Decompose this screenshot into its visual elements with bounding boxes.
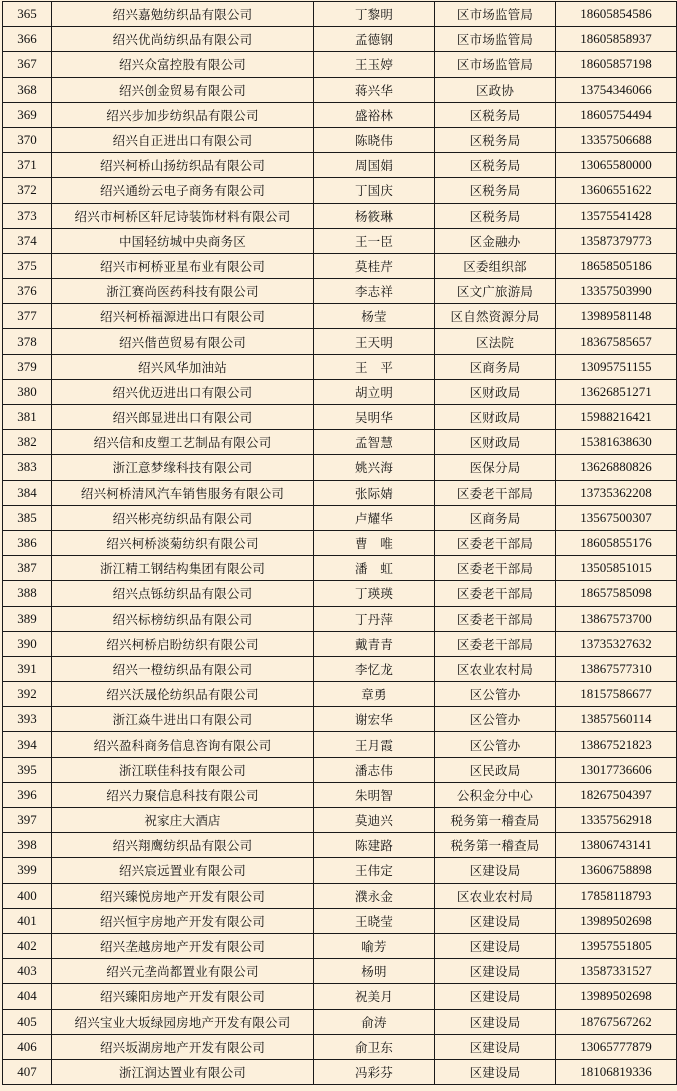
phone-number-cell: 13989502698	[556, 984, 677, 1009]
contact-person-cell: 俞卫东	[314, 1034, 435, 1059]
company-name-cell: 绍兴盈科商务信息咨询有限公司	[52, 732, 314, 757]
table-row	[3, 430, 677, 455]
row-number-cell: 389	[3, 606, 52, 631]
department-cell: 税务第一稽查局	[435, 833, 556, 858]
department-cell: 区商务局	[435, 354, 556, 379]
table-row	[3, 253, 677, 278]
row-number-cell: 365	[3, 2, 52, 27]
table-row	[3, 883, 677, 908]
contact-person-cell: 陈晓伟	[314, 127, 435, 152]
company-name-cell: 绍兴偕芭贸易有限公司	[52, 329, 314, 354]
phone-number-cell: 13017736606	[556, 757, 677, 782]
contact-person-cell: 曹 唯	[314, 530, 435, 555]
table-row	[3, 833, 677, 858]
phone-number-cell: 13626851271	[556, 379, 677, 404]
department-cell: 区建设局	[435, 908, 556, 933]
table-row	[3, 379, 677, 404]
department-cell: 区委组织部	[435, 253, 556, 278]
phone-number-cell: 18658505186	[556, 253, 677, 278]
row-number-cell: 368	[3, 77, 52, 102]
row-number-cell: 382	[3, 430, 52, 455]
company-name-cell: 浙江焱牛进出口有限公司	[52, 707, 314, 732]
contact-person-cell: 王玉婷	[314, 52, 435, 77]
table-row	[3, 581, 677, 606]
phone-number-cell: 13857560114	[556, 707, 677, 732]
phone-number-cell: 13357562918	[556, 808, 677, 833]
contact-person-cell: 卢耀华	[314, 505, 435, 530]
phone-number-cell: 18267504397	[556, 782, 677, 807]
phone-number-cell: 17858118793	[556, 883, 677, 908]
row-number-cell: 369	[3, 102, 52, 127]
row-number-cell: 403	[3, 959, 52, 984]
contact-person-cell: 杨明	[314, 959, 435, 984]
row-number-cell: 400	[3, 883, 52, 908]
department-cell: 区法院	[435, 329, 556, 354]
row-number-cell: 396	[3, 782, 52, 807]
contact-person-cell: 盛裕林	[314, 102, 435, 127]
department-cell: 区建设局	[435, 933, 556, 958]
row-number-cell: 397	[3, 808, 52, 833]
phone-number-cell: 13587331527	[556, 959, 677, 984]
company-name-cell: 绍兴元垄尚都置业有限公司	[52, 959, 314, 984]
company-name-cell: 绍兴创金贸易有限公司	[52, 77, 314, 102]
company-name-cell: 绍兴宝业大坂绿园房地产开发有限公司	[52, 1009, 314, 1034]
row-number-cell: 407	[3, 1059, 52, 1084]
company-name-cell: 绍兴垄越房地产开发有限公司	[52, 933, 314, 958]
company-name-cell: 绍兴市柯桥区轩尼诗装饰材料有限公司	[52, 203, 314, 228]
contact-person-cell: 丁丹萍	[314, 606, 435, 631]
table-row	[3, 329, 677, 354]
company-name-cell: 绍兴市柯桥亚星布业有限公司	[52, 253, 314, 278]
table-row	[3, 782, 677, 807]
row-number-cell: 385	[3, 505, 52, 530]
table-row	[3, 1009, 677, 1034]
phone-number-cell: 15381638630	[556, 430, 677, 455]
department-cell: 区公管办	[435, 732, 556, 757]
contact-person-cell: 王一臣	[314, 228, 435, 253]
table-row	[3, 480, 677, 505]
row-number-cell: 378	[3, 329, 52, 354]
department-cell: 区民政局	[435, 757, 556, 782]
table-row	[3, 707, 677, 732]
contact-person-cell: 潘志伟	[314, 757, 435, 782]
department-cell: 区公管办	[435, 682, 556, 707]
row-number-cell: 395	[3, 757, 52, 782]
phone-number-cell: 13606551622	[556, 178, 677, 203]
department-cell: 区税务局	[435, 203, 556, 228]
company-name-cell: 绍兴风华加油站	[52, 354, 314, 379]
contact-person-cell: 祝美月	[314, 984, 435, 1009]
contact-person-cell: 陈建路	[314, 833, 435, 858]
table-row	[3, 2, 677, 27]
department-cell: 区商务局	[435, 505, 556, 530]
table-row	[3, 153, 677, 178]
phone-number-cell: 13867521823	[556, 732, 677, 757]
contact-person-cell: 喻芳	[314, 933, 435, 958]
company-name-cell: 绍兴点铄纺织品有限公司	[52, 581, 314, 606]
phone-number-cell: 18157586677	[556, 682, 677, 707]
company-name-cell: 绍兴一橙纺织品有限公司	[52, 656, 314, 681]
phone-number-cell: 13587379773	[556, 228, 677, 253]
department-cell: 区财政局	[435, 405, 556, 430]
table-row	[3, 178, 677, 203]
contact-person-cell: 孟智慧	[314, 430, 435, 455]
department-cell: 区农业农村局	[435, 883, 556, 908]
table-row	[3, 530, 677, 555]
department-cell: 区市场监管局	[435, 2, 556, 27]
row-number-cell: 398	[3, 833, 52, 858]
contact-person-cell: 杨莹	[314, 304, 435, 329]
company-name-cell: 绍兴柯桥福源进出口有限公司	[52, 304, 314, 329]
contact-person-cell: 孟德钢	[314, 27, 435, 52]
phone-number-cell: 13095751155	[556, 354, 677, 379]
table-row	[3, 27, 677, 52]
company-name-cell: 中国轻纺城中央商务区	[52, 228, 314, 253]
row-number-cell: 380	[3, 379, 52, 404]
department-cell: 区建设局	[435, 1059, 556, 1084]
table-row	[3, 682, 677, 707]
row-number-cell: 379	[3, 354, 52, 379]
table-row	[3, 933, 677, 958]
table-row	[3, 102, 677, 127]
company-name-cell: 绍兴柯桥山扬纺织品有限公司	[52, 153, 314, 178]
company-name-cell: 绍兴优尚纺织品有限公司	[52, 27, 314, 52]
phone-number-cell: 18767567262	[556, 1009, 677, 1034]
phone-number-cell: 13735362208	[556, 480, 677, 505]
department-cell: 区建设局	[435, 858, 556, 883]
department-cell: 区财政局	[435, 430, 556, 455]
company-name-cell: 绍兴沃晟伦纺织品有限公司	[52, 682, 314, 707]
department-cell: 区委老干部局	[435, 556, 556, 581]
company-name-cell: 绍兴柯桥清风汽车销售服务有限公司	[52, 480, 314, 505]
table-row	[3, 1034, 677, 1059]
phone-number-cell: 13505851015	[556, 556, 677, 581]
department-cell: 区建设局	[435, 1034, 556, 1059]
row-number-cell: 381	[3, 405, 52, 430]
table-row	[3, 203, 677, 228]
department-cell: 区政协	[435, 77, 556, 102]
company-name-cell: 绍兴步加步纺织品有限公司	[52, 102, 314, 127]
row-number-cell: 372	[3, 178, 52, 203]
row-number-cell: 390	[3, 631, 52, 656]
company-name-cell: 绍兴宸远置业有限公司	[52, 858, 314, 883]
table-row	[3, 279, 677, 304]
row-number-cell: 375	[3, 253, 52, 278]
row-number-cell: 404	[3, 984, 52, 1009]
phone-number-cell: 18367585657	[556, 329, 677, 354]
department-cell: 公积金分中心	[435, 782, 556, 807]
department-cell: 区税务局	[435, 153, 556, 178]
phone-number-cell: 13626880826	[556, 455, 677, 480]
company-name-cell: 绍兴臻悦房地产开发有限公司	[52, 883, 314, 908]
contact-person-cell: 胡立明	[314, 379, 435, 404]
company-name-cell: 绍兴优迈进出口有限公司	[52, 379, 314, 404]
contact-person-cell: 谢宏华	[314, 707, 435, 732]
department-cell: 区委老干部局	[435, 631, 556, 656]
contact-person-cell: 杨筱琳	[314, 203, 435, 228]
table-row	[3, 908, 677, 933]
phone-number-cell: 13065580000	[556, 153, 677, 178]
row-number-cell: 387	[3, 556, 52, 581]
phone-number-cell: 18605855176	[556, 530, 677, 555]
company-name-cell: 绍兴柯桥淡菊纺织有限公司	[52, 530, 314, 555]
department-cell: 税务第一稽查局	[435, 808, 556, 833]
phone-number-cell: 13989581148	[556, 304, 677, 329]
phone-number-cell: 13567500307	[556, 505, 677, 530]
department-cell: 区税务局	[435, 102, 556, 127]
row-number-cell: 376	[3, 279, 52, 304]
company-name-cell: 绍兴柯桥启盼纺织有限公司	[52, 631, 314, 656]
row-number-cell: 374	[3, 228, 52, 253]
phone-number-cell: 18605854586	[556, 2, 677, 27]
row-number-cell: 377	[3, 304, 52, 329]
table-row	[3, 77, 677, 102]
department-cell: 区委老干部局	[435, 606, 556, 631]
company-name-cell: 绍兴众富控股有限公司	[52, 52, 314, 77]
company-name-cell: 浙江精工钢结构集团有限公司	[52, 556, 314, 581]
phone-number-cell: 13867573700	[556, 606, 677, 631]
phone-number-cell: 18106819336	[556, 1059, 677, 1084]
phone-number-cell: 15988216421	[556, 405, 677, 430]
phone-number-cell: 13735327632	[556, 631, 677, 656]
department-cell: 区金融办	[435, 228, 556, 253]
phone-number-cell: 13357506688	[556, 127, 677, 152]
department-cell: 区市场监管局	[435, 52, 556, 77]
department-cell: 区建设局	[435, 1009, 556, 1034]
row-number-cell: 388	[3, 581, 52, 606]
table-row	[3, 631, 677, 656]
contact-person-cell: 王 平	[314, 354, 435, 379]
contact-person-cell: 朱明智	[314, 782, 435, 807]
department-cell: 区委老干部局	[435, 581, 556, 606]
table-row	[3, 405, 677, 430]
table-row	[3, 52, 677, 77]
company-name-cell: 绍兴自正进出口有限公司	[52, 127, 314, 152]
department-cell: 区建设局	[435, 959, 556, 984]
row-number-cell: 406	[3, 1034, 52, 1059]
contact-person-cell: 丁国庆	[314, 178, 435, 203]
contact-person-cell: 章勇	[314, 682, 435, 707]
table-row	[3, 505, 677, 530]
contact-person-cell: 莫迪兴	[314, 808, 435, 833]
department-cell: 区财政局	[435, 379, 556, 404]
contact-person-cell: 潘 虹	[314, 556, 435, 581]
phone-number-cell: 13754346066	[556, 77, 677, 102]
department-cell: 区文广旅游局	[435, 279, 556, 304]
contact-person-cell: 姚兴海	[314, 455, 435, 480]
contact-person-cell: 周国娟	[314, 153, 435, 178]
department-cell: 区税务局	[435, 178, 556, 203]
row-number-cell: 367	[3, 52, 52, 77]
contact-person-cell: 王晓莹	[314, 908, 435, 933]
company-name-cell: 祝家庄大酒店	[52, 808, 314, 833]
table-row	[3, 1059, 677, 1084]
company-name-cell: 绍兴信和皮塑工艺制品有限公司	[52, 430, 314, 455]
row-number-cell: 371	[3, 153, 52, 178]
row-number-cell: 405	[3, 1009, 52, 1034]
contact-person-cell: 丁瑛瑛	[314, 581, 435, 606]
table-row	[3, 455, 677, 480]
contact-person-cell: 蒋兴华	[314, 77, 435, 102]
department-cell: 区委老干部局	[435, 480, 556, 505]
phone-number-cell: 13606758898	[556, 858, 677, 883]
company-name-cell: 绍兴彬亮纺织品有限公司	[52, 505, 314, 530]
company-name-cell: 绍兴恒宇房地产开发有限公司	[52, 908, 314, 933]
department-cell: 区公管办	[435, 707, 556, 732]
table-row	[3, 959, 677, 984]
table-row	[3, 656, 677, 681]
company-name-cell: 绍兴翔鹰纺织品有限公司	[52, 833, 314, 858]
phone-number-cell: 13867577310	[556, 656, 677, 681]
phone-number-cell: 18657585098	[556, 581, 677, 606]
row-number-cell: 366	[3, 27, 52, 52]
contact-person-cell: 王月霞	[314, 732, 435, 757]
contact-person-cell: 丁黎明	[314, 2, 435, 27]
company-name-cell: 绍兴标榜纺织品有限公司	[52, 606, 314, 631]
row-number-cell: 384	[3, 480, 52, 505]
table-row	[3, 984, 677, 1009]
contact-person-cell: 莫桂芹	[314, 253, 435, 278]
table-row	[3, 808, 677, 833]
phone-number-cell: 13957551805	[556, 933, 677, 958]
row-number-cell: 370	[3, 127, 52, 152]
table-row	[3, 858, 677, 883]
contact-person-cell: 俞涛	[314, 1009, 435, 1034]
table-row	[3, 757, 677, 782]
company-name-cell: 绍兴力聚信息科技有限公司	[52, 782, 314, 807]
table-row	[3, 228, 677, 253]
contact-person-cell: 冯彩芬	[314, 1059, 435, 1084]
contact-person-cell: 濮永金	[314, 883, 435, 908]
table-row	[3, 732, 677, 757]
table-row	[3, 304, 677, 329]
row-number-cell: 393	[3, 707, 52, 732]
contact-person-cell: 李志祥	[314, 279, 435, 304]
row-number-cell: 391	[3, 656, 52, 681]
company-name-cell: 绍兴通纷云电子商务有限公司	[52, 178, 314, 203]
row-number-cell: 386	[3, 530, 52, 555]
phone-number-cell: 13989502698	[556, 908, 677, 933]
company-name-cell: 绍兴臻阳房地产开发有限公司	[52, 984, 314, 1009]
department-cell: 医保分局	[435, 455, 556, 480]
department-cell: 区建设局	[435, 984, 556, 1009]
row-number-cell: 394	[3, 732, 52, 757]
row-number-cell: 402	[3, 933, 52, 958]
contact-person-cell: 戴青青	[314, 631, 435, 656]
table-row	[3, 606, 677, 631]
phone-number-cell: 18605857198	[556, 52, 677, 77]
company-contact-table	[2, 1, 677, 1085]
company-name-cell: 浙江意梦缘科技有限公司	[52, 455, 314, 480]
department-cell: 区税务局	[435, 127, 556, 152]
phone-number-cell: 13357503990	[556, 279, 677, 304]
company-name-cell: 浙江联佳科技有限公司	[52, 757, 314, 782]
company-name-cell: 绍兴嘉勉纺织品有限公司	[52, 2, 314, 27]
department-cell: 区农业农村局	[435, 656, 556, 681]
phone-number-cell: 13806743141	[556, 833, 677, 858]
contact-person-cell: 吴明华	[314, 405, 435, 430]
phone-number-cell: 13065777879	[556, 1034, 677, 1059]
department-cell: 区市场监管局	[435, 27, 556, 52]
department-cell: 区委老干部局	[435, 530, 556, 555]
company-name-cell: 浙江润达置业有限公司	[52, 1059, 314, 1084]
row-number-cell: 399	[3, 858, 52, 883]
table-row	[3, 127, 677, 152]
table-row	[3, 354, 677, 379]
company-name-cell: 绍兴坂湖房地产开发有限公司	[52, 1034, 314, 1059]
table-body	[3, 2, 677, 1085]
phone-number-cell: 13575541428	[556, 203, 677, 228]
phone-number-cell: 18605858937	[556, 27, 677, 52]
row-number-cell: 392	[3, 682, 52, 707]
table-row	[3, 556, 677, 581]
department-cell: 区自然资源分局	[435, 304, 556, 329]
company-name-cell: 绍兴郎显进出口有限公司	[52, 405, 314, 430]
contact-person-cell: 李忆龙	[314, 656, 435, 681]
row-number-cell: 373	[3, 203, 52, 228]
contact-person-cell: 王伟定	[314, 858, 435, 883]
row-number-cell: 401	[3, 908, 52, 933]
row-number-cell: 383	[3, 455, 52, 480]
company-name-cell: 浙江赛尚医药科技有限公司	[52, 279, 314, 304]
phone-number-cell: 18605754494	[556, 102, 677, 127]
contact-person-cell: 张际婧	[314, 480, 435, 505]
contact-person-cell: 王天明	[314, 329, 435, 354]
